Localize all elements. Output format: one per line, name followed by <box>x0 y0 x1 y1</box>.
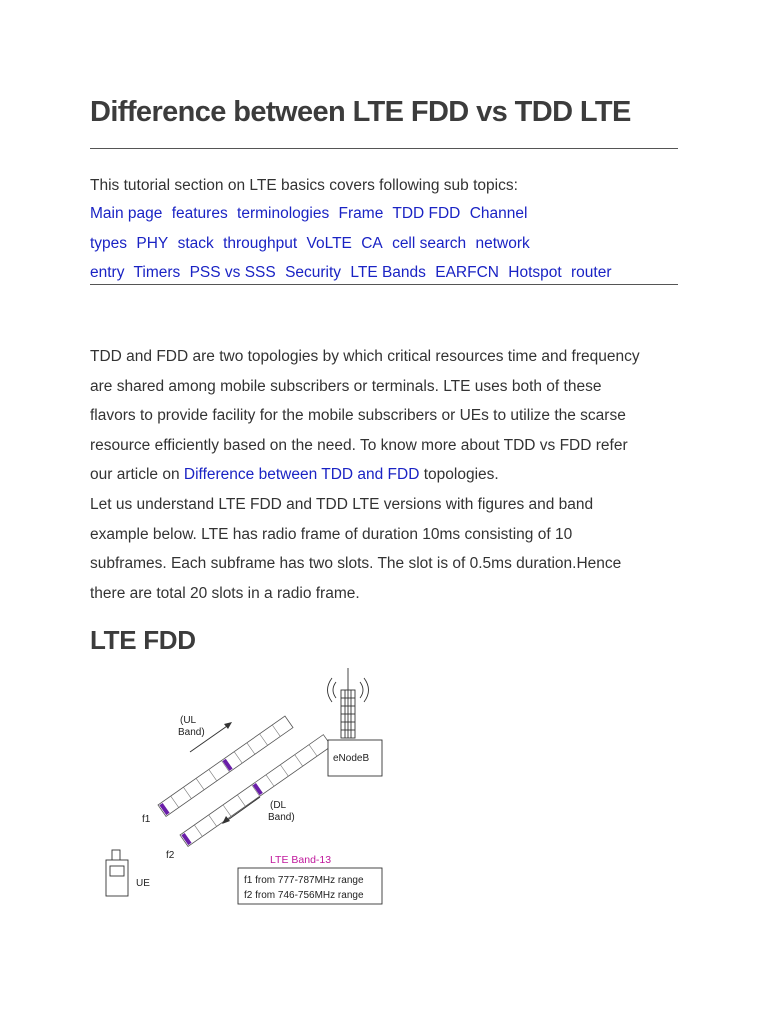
paragraph-text: our article on <box>90 466 184 483</box>
paragraph-topologies <box>90 342 640 490</box>
topic-link[interactable]: Security <box>285 264 342 281</box>
paragraph-line: Let us understand LTE FDD and TDD LTE versions with figures and band <box>90 496 594 513</box>
topic-link[interactable]: PSS vs SSS <box>189 264 276 281</box>
topic-link[interactable]: terminologies <box>237 205 330 222</box>
title-divider <box>90 148 678 149</box>
topic-link[interactable]: Main page <box>90 205 163 222</box>
band-title: LTE Band-13 <box>270 854 332 866</box>
band-f2-range: f2 from 746-756MHz range <box>244 890 364 901</box>
topic-link[interactable]: entry <box>90 264 125 281</box>
topic-link[interactable]: Hotspot <box>508 264 562 281</box>
dl-band-label-2: Band) <box>268 812 295 823</box>
topic-link[interactable]: VoLTE <box>306 235 352 252</box>
paragraph-line: are shared among mobile subscribers or terminals. LTE uses both of these <box>90 377 602 395</box>
paragraph-line <box>90 460 640 490</box>
section-heading-lte-fdd: LTE FDD <box>90 625 196 655</box>
ul-band-label-1: (UL <box>180 715 197 726</box>
lte-fdd-diagram <box>90 662 410 912</box>
paragraph-line: there are total 20 slots in a radio frame. <box>90 584 360 602</box>
enodeb-label: eNodeB <box>333 753 370 764</box>
topic-links-row-2 <box>90 232 535 256</box>
tdd-fdd-article-link[interactable]: Difference between TDD and FDD <box>183 466 420 483</box>
paragraph-line: TDD and FDD are two topologies by which critical resources time and frequency <box>90 348 640 365</box>
topic-link[interactable]: PHY <box>136 235 169 252</box>
topic-links-row-1 <box>90 202 532 226</box>
topic-link[interactable]: Frame <box>338 205 384 222</box>
topic-link[interactable]: cell search <box>392 235 467 252</box>
paragraph-line: subframes. Each subframe has two slots. The slot is of 0.5ms duration.Hence <box>90 555 622 572</box>
topic-link[interactable]: TDD FDD <box>392 205 461 222</box>
topic-link[interactable]: Timers <box>133 264 181 281</box>
paragraph-line: flavors to provide facility for the mobile subscribers or UEs to utilize the scarse <box>90 407 626 424</box>
ul-band-label-2: Band) <box>178 727 205 738</box>
topic-link[interactable]: types <box>90 235 128 252</box>
dl-band-label-1: (DL <box>270 800 287 811</box>
paragraph-line: example below. LTE has radio frame of duration 10ms consisting of 10 <box>90 525 573 543</box>
topic-link[interactable]: Channel <box>469 205 528 222</box>
topic-links-row-3 <box>90 261 617 285</box>
topic-link[interactable]: features <box>171 205 228 222</box>
topic-link[interactable]: network <box>475 235 530 252</box>
band-f1-range: f1 from 777-787MHz range <box>244 875 364 886</box>
paragraph-line: resource efficiently based on the need. To know more about TDD vs FDD refer <box>90 436 628 454</box>
page-title: Difference between LTE FDD vs TDD LTE <box>90 96 631 128</box>
topic-link[interactable]: router <box>571 264 612 281</box>
topics-divider <box>90 284 678 285</box>
topic-link[interactable]: throughput <box>223 235 298 252</box>
ue-label: UE <box>136 878 150 889</box>
ue-device-icon <box>106 850 128 896</box>
paragraph-text: topologies. <box>419 466 499 483</box>
paragraph-frame <box>90 490 621 608</box>
topic-link[interactable]: LTE Bands <box>350 264 426 281</box>
enodeb-tower-icon <box>328 668 369 738</box>
intro-text: This tutorial section on LTE basics covers following sub topics: <box>90 177 518 194</box>
topic-link[interactable]: EARFCN <box>435 264 499 281</box>
topic-link[interactable]: stack <box>177 235 214 252</box>
f2-label: f2 <box>166 850 175 861</box>
f1-label: f1 <box>142 814 151 825</box>
topic-link[interactable]: CA <box>361 235 383 252</box>
